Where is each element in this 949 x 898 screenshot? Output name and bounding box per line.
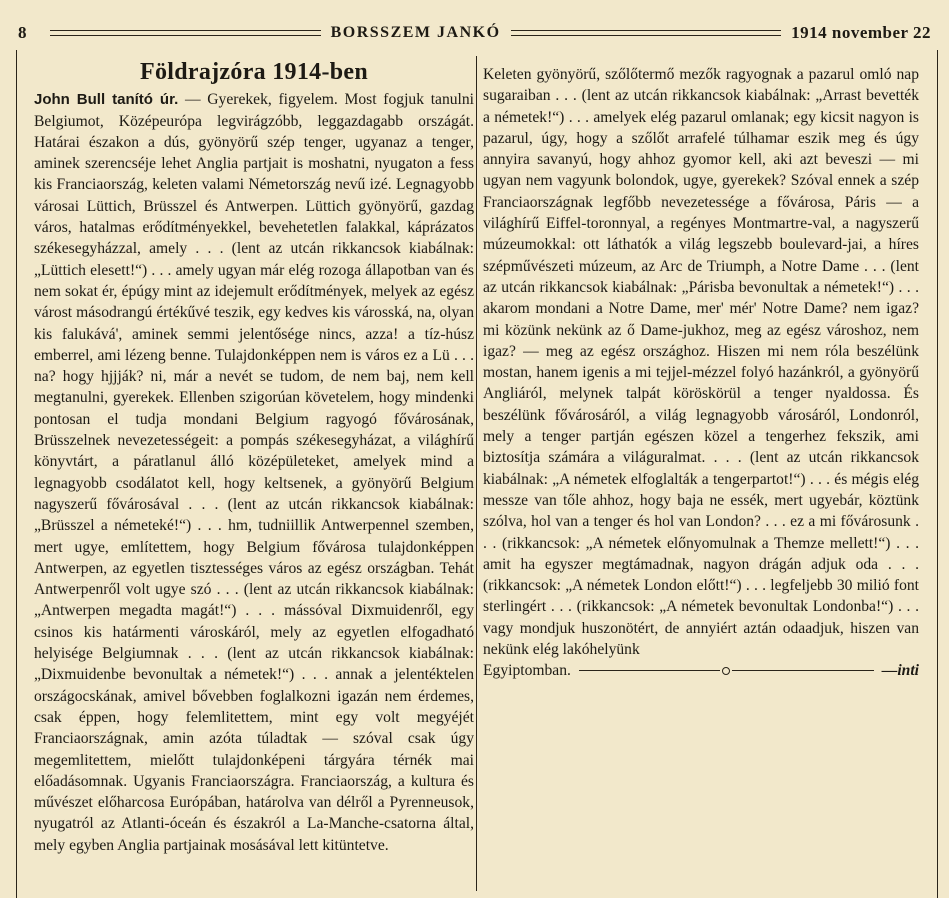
article-title: Földrajzóra 1914-ben bbox=[140, 59, 368, 85]
page-header bbox=[18, 18, 931, 48]
right-column-body bbox=[483, 64, 919, 660]
closing-text: Egyiptomban. bbox=[483, 662, 571, 680]
header-rule-left bbox=[50, 30, 321, 36]
header-rule-right bbox=[511, 30, 782, 36]
author-signature: —inti bbox=[881, 662, 919, 680]
speaker-name: John Bull tanító úr. bbox=[34, 91, 179, 109]
right-column-text: Keleten gyönyörű, szőlőtermő mezők ragyognak a pazarul omló nap sugaraiban . . . (lent az utcán rikkancsok kiabálnak: „Arrast bevették a németek!“) . . . amelyek elég pazarul omlanak; egy kicsit nagyon is pazarul, úgy, hogy a szőlőt arrafelé túlhamar eszik meg és úgy annyira savanyú, hogy ahhoz gyomor kell, aki azt beveszi — mi ugyan nem vagyunk bolondok, ugye, gyerekek? Szóval ennek a szép Franciaországnak legfőbb nevezetessége a fővárosa, Páris — a világhírű Eiffel-toronnyal, a regényes Montmartre-val, a nagyszerű múzeumokkal: ott láthatók a világ legszebb boulevard-jai, a híres szépművészeti múzeum, az Arc de Triumph, a Notre Dame . . . (lent az utcán rikkancsok kiabálnak: „Párisba bevonultak a németek!“) . . . akarom mondani a Notre Dame, mer' mér' Notre Dame? nem igaz? mi közünk nekünk az ő Dame-jukhoz, meg az egész városhoz, nem igaz? — meg az egész országhoz. Hiszen mi nem róla beszélünk mostan, hanem igenis a mi tejjel-mézzel folyó hazánkról, a gyönyörű Angliáról, melynek talpát köröskörül a tenger nyaldossa. És beszélünk fővárosáról, a világ legnagyobb városáról, Londonról, mely a tenger partján egészen közel a tengerhez fekszik, ami biztosítja számára a világuralmat. . . . (lent az utcán rikkancsok kiabálnak: „A németek elfoglalták a tengerpartot!“) . . . és mégis elég messze van tőle ahhoz, hogy baja ne essék, mert ugyebár, köztünk szólva, hol van a tenger és hol van London? . . . ez a mi fővárosunk . . . (rikkancsok: „A németek előnyomulnak a Themze mellett!“) . . . amit ha egyszer megtámadnak, nagyon drágán adjuk oda . . . (rikkancsok: „A németek London előtt!“) . . . legfeljebb 30 milió font sterlingért . . . (rikkancsok: „A németek bevonultak Londonba!“) . . . vagy mondjuk huszonötért, de annyiért aztán odaadjuk, hiszen van nekünk elég lakóhelyünk bbox=[483, 66, 919, 659]
page-number: 8 bbox=[18, 23, 27, 42]
article-closing bbox=[483, 660, 919, 681]
left-column bbox=[34, 59, 475, 856]
publication-title: BORSSZEM JANKÓ bbox=[330, 24, 501, 41]
right-column bbox=[483, 64, 919, 682]
issue-date: 1914 november 22 bbox=[791, 23, 932, 42]
left-column-text: — Gyerekek, figyelem. Most fogjuk tanulni Belgiumot, Középeurópa legvirágzóbb, leggazdagabb országát. Határai északon a dús, gyönyörű szép tenger, ugyanaz a tenger, aminek szerencséje lehet Anglia partjait is moshatni, nyugaton a fess kis Franciaország, keleten valami Németország nevű izé. Legnagyobb városai Lüttich, Brüsszel és Antwerpen. Lüttich gyönyörű, gazdag város, hatalmas erődítményekkel, bevehetetlen falakkal, káprázatos székesegyházzal, amely . . . (lent az utcán rikkancsok kiabálnak: „Lüttich elesett!“) . . . amely ugyan már elég rozoga állapotban van és nem sokat ér, épúgy mint az idejemult erődítmények, melyek az egész várost másodrangú értékűvé teszik, egy kedves kis városská, na, olyan kis falukává', aminek semmi jelentősége nincs, azza! a tíz-húsz emberrel, ami lézeng benne. Tulajdonképpen nem is város ez a Lü . . . na? hogy hjjják? ni, már a nevét se tudom, de nem baj, nem kell megtanulni, gyerekek. Ellenben szigorúan követelem, hogy mindenki pontosan el tudja mondani Belgium ragyogó fővárosának, Brüsszelnek nevezetességeit: a pompás székesegyházat, a világhírű könyvtárt, a páratlanul álló középületeket, amelyek mind a legnagyobb csodálatot kell, hogy keltsenek, a gyönyörű Belgium nagyszerű fővárosával . . . (lent az utcán rikkancsok kiabálnak: „Brüsszel a németeké!“) . . . hm, tudniillik Antwerpennel szemben, mert ugye, említettem, hogy Belgium fővárosa tulajdonképpen Antwerpen, az egyetlen tisztességes város az egész országban. Tehát Antwerpenről volt ugye szó . . . (lent az utcán rikkancsok kiabálnak: „Antwerpen megadta magát!“) . . . mássóval Dixmuidenről, egy csinos kis határmenti városkáról, mely az egyetlen elfogadható helyisége Belgiumnak . . . (lent az utcán rikkancsok kiabálnak: „Dixmuidenbe bevonultak a németek!“) . . . annak a jelentéktelen országocskának, amivel bővebben foglalkozni igazán nem érdemes, csak éppen, hogy felemlitettem, mint egy volt megyéjét Franciaországnak, amin azóta túladtak — szóval csak úgy megemlitettem, mielőtt tulajdonképeni tárgyára térnék mai előadásomnak. Ugyanis Franciaországra. Franciaország, a kultura és művészet előharcosa Európában, határolva van délről a Pyrenneusok, nyugatról az Atlanti-óceán és északról a La-Manche-csatorna által, mely egyben Anglia partjainak mosásával lett kitüntetve. bbox=[34, 91, 475, 854]
end-ornament bbox=[571, 667, 882, 675]
left-column-body bbox=[34, 89, 474, 856]
ornament-circle-icon bbox=[722, 667, 730, 675]
column-divider bbox=[476, 56, 477, 891]
